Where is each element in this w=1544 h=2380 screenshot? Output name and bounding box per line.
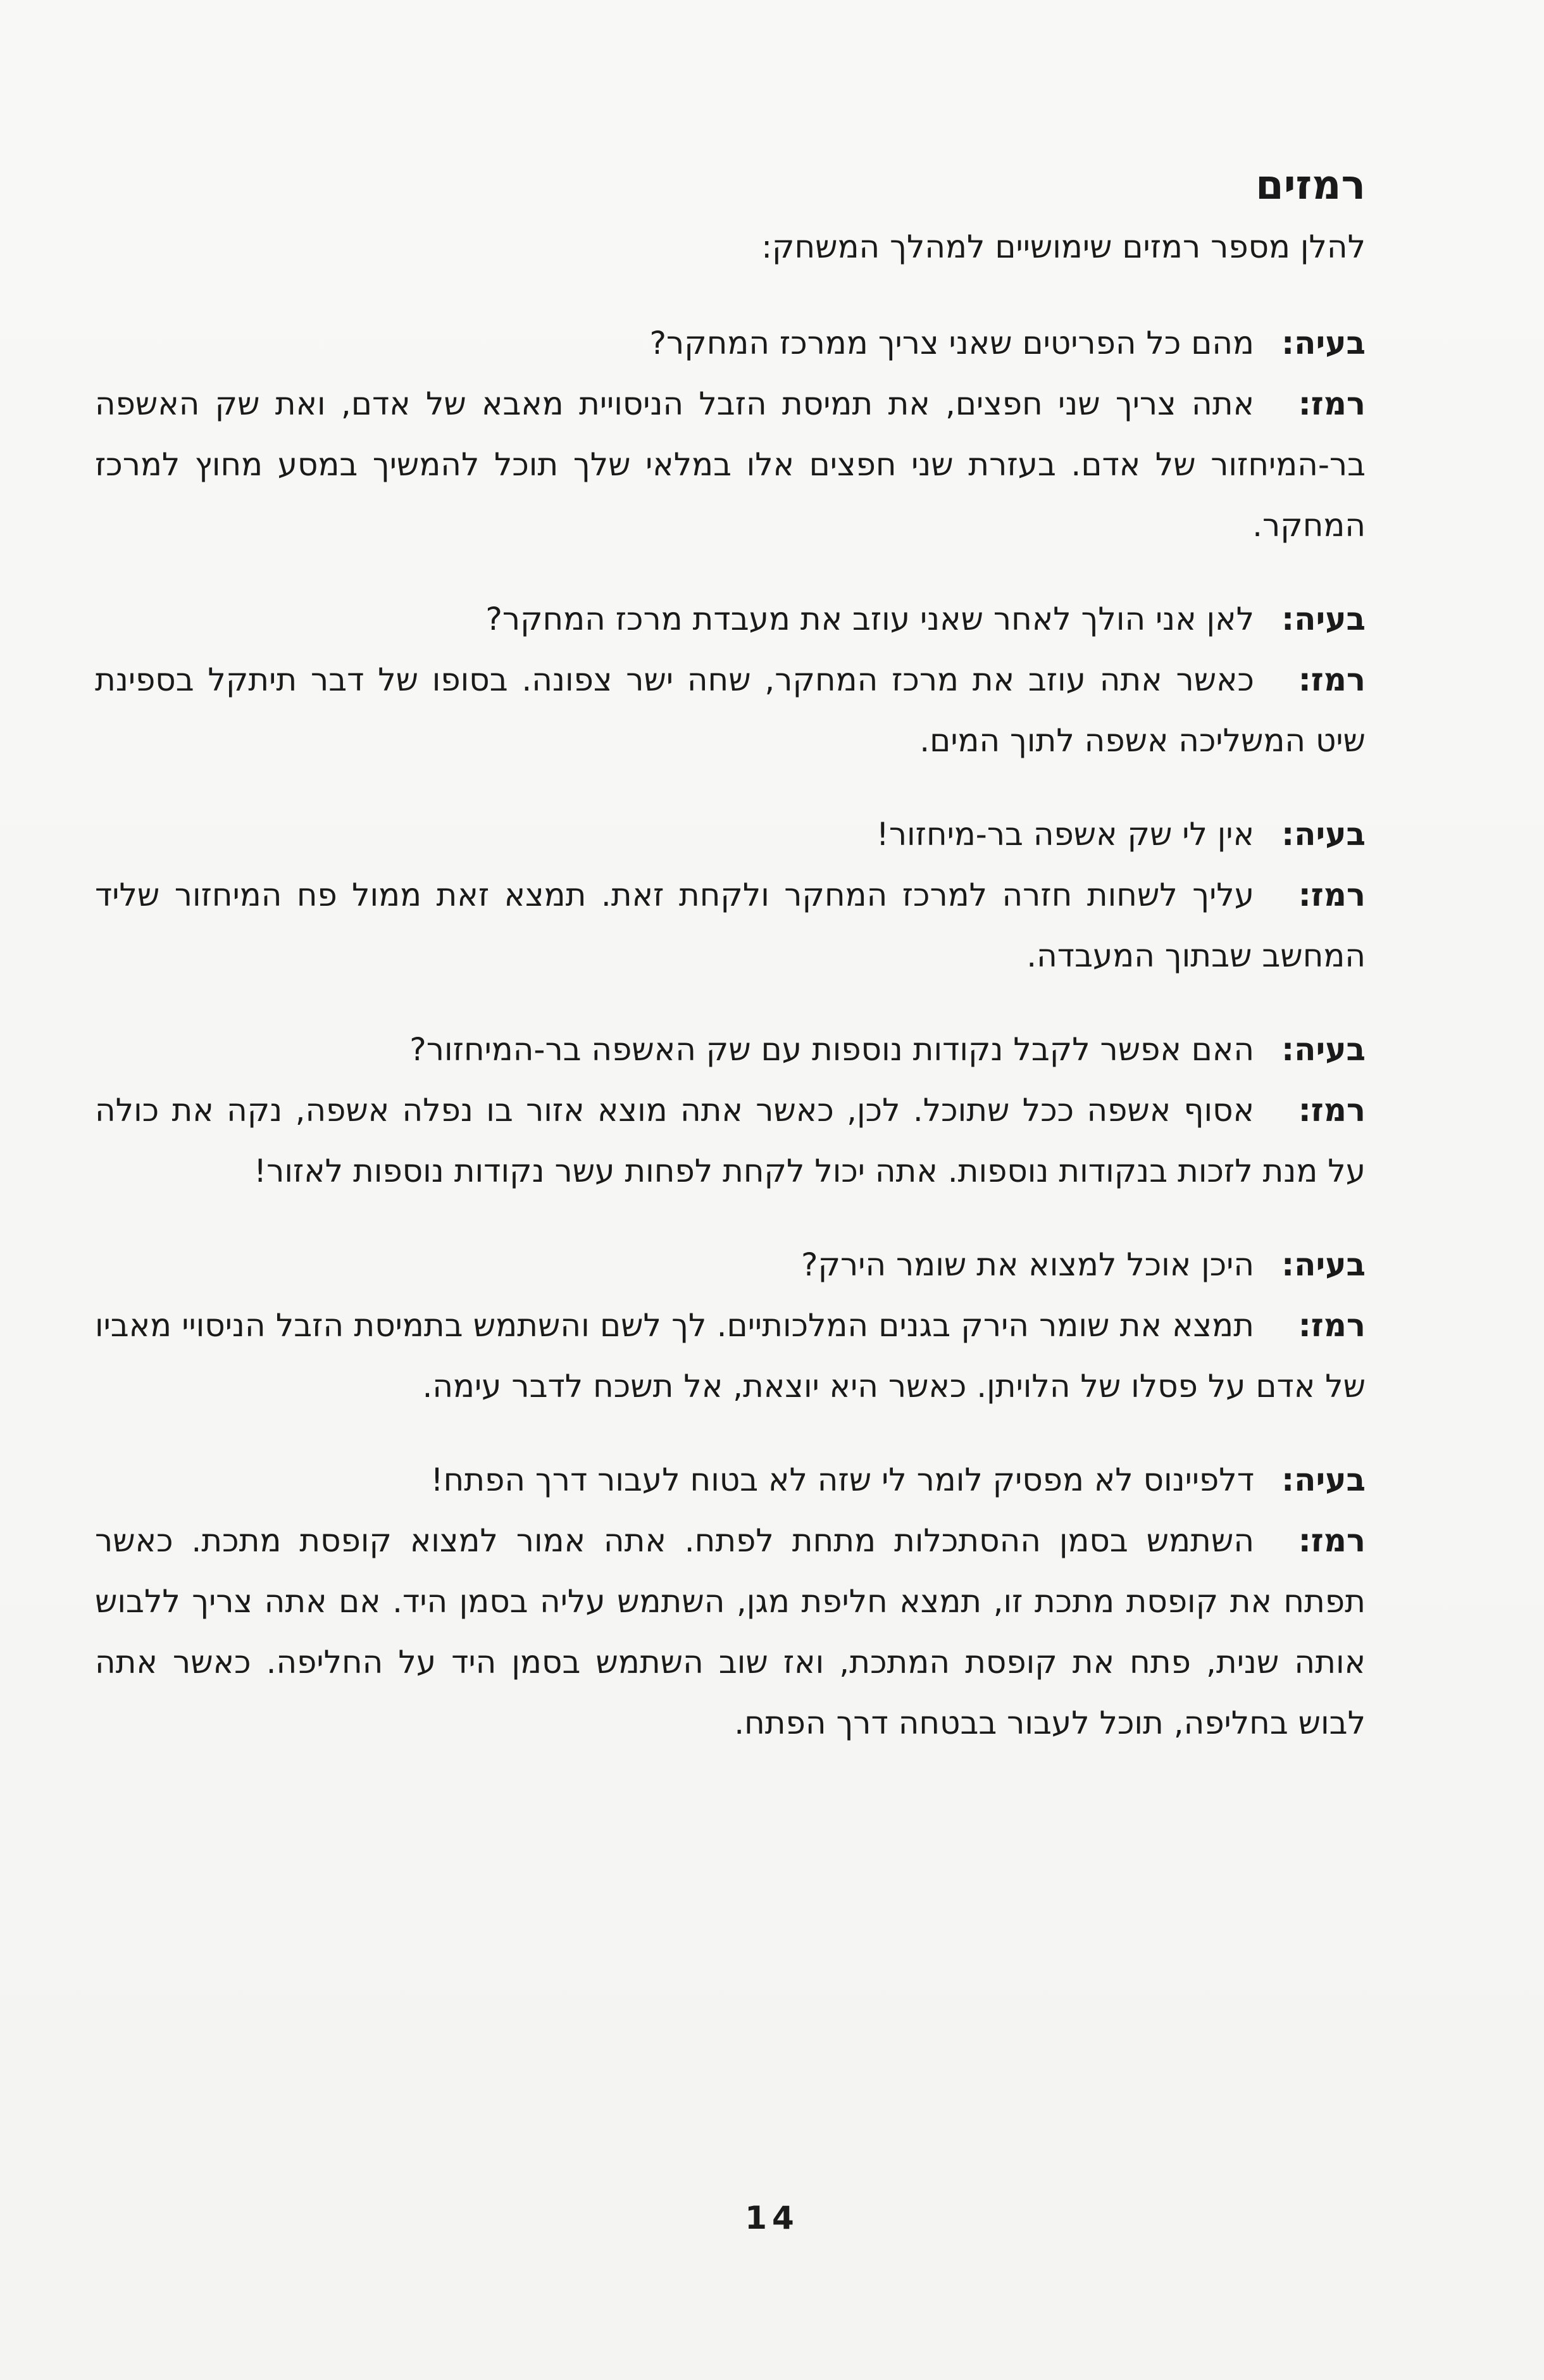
hint-text: עליך לשחות חזרה למרכז המחקר ולקחת זאת. תמצא זאת ממול פח המיחזור שליד המחשב שבתוך המעבדה.: [95, 876, 1366, 974]
hint-label: רמז:: [1298, 1522, 1366, 1559]
hint-row: [95, 1510, 1366, 1753]
problem-text: לאן אני הולך לאחר שאני עוזב את מעבדת מרכז המחקר?: [485, 600, 1254, 637]
problem-text: אין לי שק אשפה בר-מיחזור!: [876, 815, 1254, 853]
hint-text: אסוף אשפה ככל שתוכל. לכן, כאשר אתה מוצא אזור בו נפלה אשפה, נקה את כולה על מנת לזכות בנקודות נוספות. אתה יכול לקחת לפחות עשר נקודות נוספות לאזור!: [95, 1091, 1366, 1189]
hint-text: תמצא את שומר הירק בגנים המלכותיים. לך לשם והשתמש בתמיסת הזבל הניסויי מאביו של אדם על פסלו של הלויתן. כאשר היא יוצאת, אל תשכח לדבר עימה.: [95, 1306, 1366, 1405]
page-content: [95, 161, 1366, 1786]
page-title: רמזים: [1255, 162, 1366, 209]
page-number: 14: [745, 2200, 799, 2236]
problem-label: בעיה:: [1281, 1461, 1366, 1498]
hint-row: [95, 649, 1366, 771]
problem-label: בעיה:: [1281, 815, 1366, 853]
problem-text: היכן אוכל למצוא את שומר הירק?: [801, 1246, 1254, 1283]
problem-row: [95, 1019, 1366, 1080]
intro-text: להלן מספר רמזים שימושיים למהלך המשחק:: [761, 228, 1366, 265]
hint-entry: [95, 1234, 1366, 1417]
hint-label: רמז:: [1298, 385, 1366, 422]
hints-list: [95, 313, 1366, 1753]
hint-entry: [95, 313, 1366, 556]
hint-label: רמז:: [1298, 876, 1366, 913]
problem-label: בעיה:: [1281, 324, 1366, 361]
hint-row: [95, 1295, 1366, 1417]
problem-text: דלפיינוס לא מפסיק לומר לי שזה לא בטוח לעבור דרך הפתח!: [430, 1461, 1254, 1498]
hint-text: השתמש בסמן ההסתכלות מתחת לפתח. אתה אמור למצוא קופסת מתכת. כאשר תפתח את קופסת מתכת זו, תמצא חליפת מגן, השתמש עליה בסמן היד. אם אתה צריך ללבוש אותה שנית, פתח את קופסת המתכת, ואז שוב השתמש בסמן היד על החליפה. כאשר אתה לבוש בחליפה, תוכל לעבור בבטחה דרך הפתח.: [95, 1522, 1366, 1741]
hint-entry: [95, 1019, 1366, 1201]
problem-row: [95, 1450, 1366, 1510]
problem-row: [95, 1234, 1366, 1295]
problem-row: [95, 804, 1366, 865]
problem-text: האם אפשר לקבל נקודות נוספות עם שק האשפה בר-המיחזור?: [409, 1030, 1254, 1068]
hint-label: רמז:: [1298, 1091, 1366, 1129]
hint-label: רמז:: [1298, 1306, 1366, 1344]
hint-label: רמז:: [1298, 661, 1366, 698]
problem-label: בעיה:: [1281, 600, 1366, 637]
problem-label: בעיה:: [1281, 1246, 1366, 1283]
hint-entry: [95, 804, 1366, 986]
problem-row: [95, 589, 1366, 649]
hint-entry: [95, 1450, 1366, 1753]
hint-row: [95, 865, 1366, 986]
hint-row: [95, 1080, 1366, 1201]
problem-row: [95, 313, 1366, 373]
hint-entry: [95, 589, 1366, 771]
problem-text: מהם כל הפריטים שאני צריך ממרכז המחקר?: [649, 324, 1254, 361]
hint-text: כאשר אתה עוזב את מרכז המחקר, שחה ישר צפונה. בסופו של דבר תיתקל בספינת שיט המשליכה אשפה לתוך המים.: [95, 661, 1366, 759]
hint-text: אתה צריך שני חפצים, את תמיסת הזבל הניסויית מאבא של אדם, ואת שק האשפה בר-המיחזור של אדם. בעזרת שני חפצים אלו במלאי שלך תוכל להמשיך במסע מחוץ למרכז המחקר.: [95, 385, 1366, 544]
problem-label: בעיה:: [1281, 1030, 1366, 1068]
hint-row: [95, 373, 1366, 556]
